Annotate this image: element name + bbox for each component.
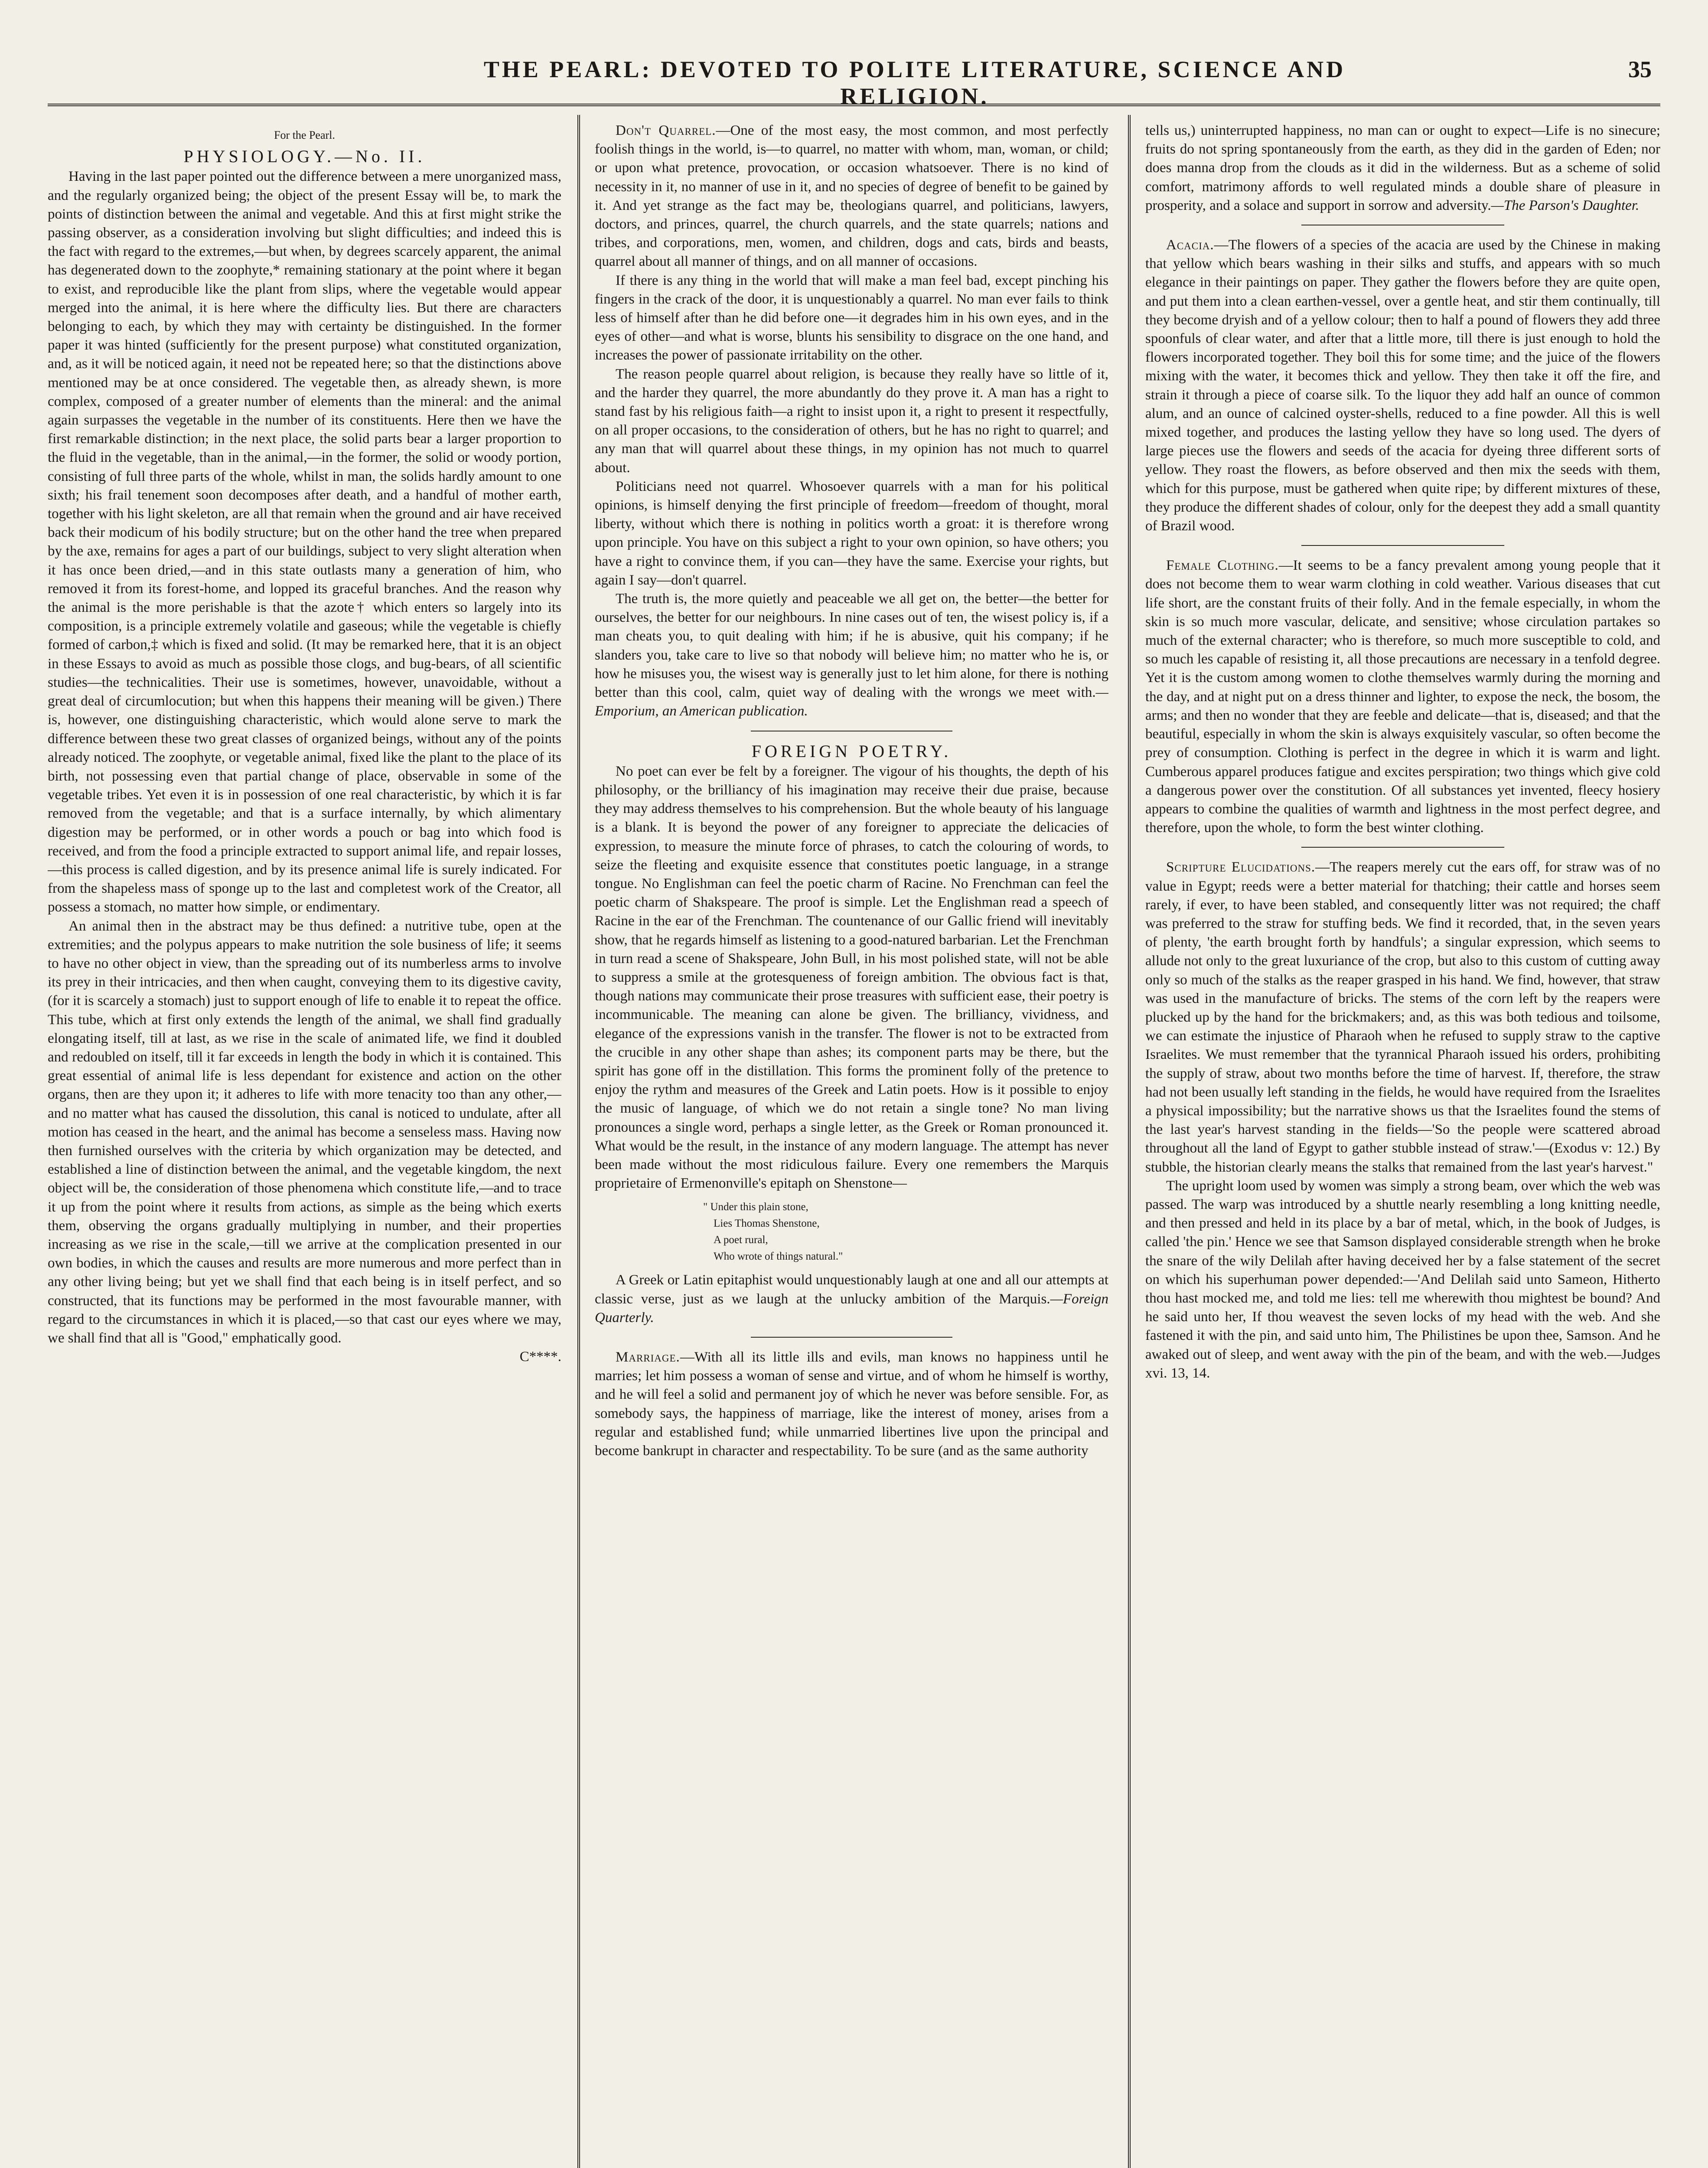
section-divider [1301, 847, 1504, 848]
newspaper-page [48, 41, 1660, 2168]
marriage-paragraph [595, 1348, 1108, 1460]
marriage-cont-text: tells us,) uninterrupted happiness, no man can or ought to expect—Life is no sinecure; fruits do not spring spontaneously from the earth, as they did in the garden of Eden; nor does manna drop from the clouds as it did in the wilderness. But as a scheme of solid comfort, matrimony affords to well regulated minds a double share of pleasure in prosperity, and a solace and support in sorrow and adversity. [1145, 123, 1660, 213]
scripture-paragraph-2: The upright loom used by women was simply a strong beam, over which the web was passed. The warp was introduced by a shuttle nearly resembling a long knitting needle, and then pressed and held in its place by a bar of metal, which, in the book of Judges, is called 'the pin.' Hence we see that Samson displayed considerable strength when he broke the snare of the wily Delilah after having deceived her by a false statement of the secret on which his superhuman power depended:—'And Delilah said unto Sameon, Hitherto thou hast mocked me, and told me lies: tell me wherewith thou mightest be bound? And he said unto her, If thou weavest the seven locks of my head with the web. And she fastened it with the pin, and said unto him, The Philistines be upon thee, Samson. And he awaked out of sleep, and went away with the pin of the beam, and with the web.—Judges xvi. 13, 14. [1145, 1178, 1660, 1381]
for-the-pearl-note: For the Pearl. [274, 129, 335, 141]
poem-line: Lies Thomas Shenstone, [714, 1218, 820, 1230]
quarrel-paragraph-4: Politicians need not quarrel. Whosoever quarrels with a man for his political opinions, is himself denying the first principle of freedom—freedom of thought, moral liberty, without which there is nothing in politics worth a groat: it is therefore wrong upon principle. You have on this subject a right to your own opinion, so have others; you have a right to convince them, if you can—they have the same. Exercise your rights, but again I say—don't quarrel. [595, 478, 1108, 588]
physiology-heading: PHYSIOLOGY.—No. II. [183, 147, 426, 167]
marriage-text: —With all its little ills and evils, man knows no happiness until he marries; let him possess a woman of sense and virtue, and of whom he himself is worthy, and he will feel a solid and permanent joy of which he never was before sensible. For, as somebody says, the happiness of marriage, like the interest of money, arises from a regular and established fund; while unmarried libertines live upon the principal and become bankrupt in character and respectability. To be sure (and as the same authority [595, 1349, 1108, 1459]
physiology-paragraph-2: An animal then in the abstract may be thus defined: a nutritive tube, open at the extremities; and the polypus appears to make nutrition the sole business of life; it seems to have no other object in view, than the spreading out of its numberless arms to involve its prey in their intricacies, and then when caught, conveying them to its digestive cavity, (for it is scarcely a stomach) just to support enough of life to enable it to repeat the office. This tube, which at first only extends the length of the animal, we shall find gradually elongating itself, till at last, as we rise in the scale of animated life, we find it doubled and redoubled on itself, till it far exceeds in length the body in which it is contained. This great essential of animal life is less dependant for existence and action on the other organs, then are they upon it; it adheres to life with more tenacity too than any other,—and no matter what has caused the dissolution, this canal is noticed to undulate, after all motion has ceased in the heart, and the animal has become a senseless mass. Having now then furnished ourselves with the criteria by which organization may be detected, and established a line of distinction between the animal, and the vegetable kingdom, the next object will be, the consideration of those phenomena which constitute life,—and to trace it up from the point where it results from actions, as simple as the being which exerts them, observing the organs gradually multiplying in number, and their properties increasing as we rise in the scale,—till we arrive at the complication presented in our own bodies, in which the causes and results are more numerous and more perfect than in any other living being; but yet we shall find that each being is in itself perfect, and so constructed, that its functions may be performed in the most favourable manner, with regard to the circumstances in which it is placed,—so that cast our eyes where we may, we shall find that all is "Good," emphatically good. [48, 918, 561, 1346]
poem-line: " Under this plain stone, [703, 1201, 808, 1213]
quarrel-paragraph-5 [595, 590, 1108, 721]
quarrel-paragraph-1 [595, 121, 1108, 271]
poem-line: Who wrote of things natural." [714, 1251, 843, 1263]
marriage-continued [1145, 121, 1660, 215]
acacia-paragraph [1145, 236, 1660, 535]
page-number: 35 [1628, 56, 1652, 82]
column-rule-left [577, 115, 580, 2168]
scripture-text-1: —The reapers merely cut the ears off, for straw was of no value in Egypt; reeds were a better material for thatching; their cattle and horses seem rarely, if ever, to have been stabled, and consequently litter was not required; the chaff was preferred to the straw for stuffing beds. We find it recorded, that, in the seven years of plenty, 'the earth brought forth by handfuls'; a singular expression, which seems to allude not only to the great luxuriance of the crop, but also to this custom of cutting away only so much of the stalks as the reaper grasped in his hand. We find, however, that straw was used in the manufacture of bricks. The stems of the corn left by the reapers were plucked up by the hand for the brickmakers; and, as this was both tedious and toilsome, we can estimate the injustice of Pharaoh when he refused to supply straw to the captive Israelites. We must remember that the tyrannical Pharaoh issued his orders, prohibiting the supply of straw, about two months before the time of harvest. If, therefore, the straw had not been usually left standing in the fields, he would have required from the Israelites a physical impossibility; but the narrative shows us that the Israelites found the stems of the last year's harvest standing in the fields—'So the people were scattered abroad throughout all the land of Egypt to gather stubble instead of straw.'—(Exodus v: 12.) By stubble, the historian clearly means the stalks that remained from the last year's harvest." [1145, 859, 1660, 1175]
scripture-lead: Scripture Elucidations. [1166, 859, 1316, 875]
poem-line: A poet rural, [714, 1234, 768, 1246]
section-divider [1301, 545, 1504, 546]
column-physiology [48, 121, 561, 2168]
running-title: THE PEARL: DEVOTED TO POLITE LITERATURE, SCIENCE AND RELIGION. [483, 56, 1346, 109]
scripture-paragraph-1 [1145, 858, 1660, 1176]
running-head [48, 41, 1660, 109]
female-clothing-text: —It seems to be a fancy prevalent among young people that it does not become them to wear warm clothing in cold weather. Various diseases that cut life short, are the constant fruits of their folly. And in the female especially, in whom the skin is so much more vascular, delicate, and sensitive; whose circulation partakes so much of the external character; who is therefore, so much more susceptible to cold, and so much les capable of resisting it, all those precautions are necessary in a tenfold degree. Yet it is the custom among women to clothe themselves warmly during the morning and the day, and at night put on a dress thinner and lighter, to expose the neck, the bosom, the arms; and then no wonder that they are feeble and delicate—that is, diseased; and that the beautiful, especially in whom the skin is always exquisitely vascular, so often become the prey of consumption. Clothing is perfect in the degree in which it is warm and light. Cumberous apparel produces fatigue and excites perspiration; two things which give cold a dangerous power over the constitution. Of all substances yet invented, fleecy hosiery appears to combine the qualities of warmth and lightness in the most perfect degree, and therefore, upon the whole, to form the best winter clothing. [1145, 558, 1660, 836]
marriage-source: —The Parson's Daughter. [1491, 197, 1640, 213]
female-clothing-paragraph [1145, 556, 1660, 837]
column-rule-right [1128, 115, 1131, 2168]
acacia-lead: Acacia. [1166, 237, 1214, 253]
shenstone-epitaph [703, 1199, 1108, 1265]
physiology-signoff: C****. [519, 1349, 561, 1365]
acacia-text: —The flowers of a species of the acacia are used by the Chinese in making that yellow which bears washing in their silks and stuffs, and appears with so much elegance in their paintings on paper. They gather the flowers before they are quite open, and put them into a clean earthen-vessel, over a gentle heat, and stir them continually, till they become dryish and of a yellow colour; then to half a pound of flowers they add three spoonfuls of clear water, and after that a little more, till there is just enough to hold the flowers incorporated together. They boil this for some time; and the juice of the flowers mixing with the water, it becomes thick and yellow. They then take it off the fire, and strain it through a piece of coarse silk. To the liquor they add half an ounce of common alum, and an ounce of calcined oyster-shells, reduced to a fine powder. All this is well mixed together, and produces the lasting yellow they have so long used. The dyers of large pieces use the flowers and seeds of the acacia for dyeing three different sorts of yellow. They roast the flowers, as before observed and then mix the seeds with them, which for this purpose, must be gathered when quite ripe; by different mixtures of these, they produce the different shades of colour, only for the deepest they add a small quantity of Brazil wood. [1145, 237, 1660, 534]
foreign-poetry-heading: FOREIGN POETRY. [751, 741, 952, 761]
poetry-paragraph-2 [595, 1271, 1108, 1327]
quarrel-paragraph-2: If there is any thing in the world that will make a man feel bad, except pinching his fingers in the crack of the door, it is unquestionably a quarrel. No man ever fails to think less of himself after than he did before one—it degrades him in his own eyes, and in the eyes of other—and what is worse, blunts his sensibility to disgrace on the one hand, and increases the power of passionate irritability on the other. [595, 272, 1108, 363]
female-clothing-lead: Female Clothing. [1166, 558, 1279, 574]
poetry-text-2: A Greek or Latin epitaphist would unquestionably laugh at one and all our attempts at classic verse, just as we laugh at the unlucky ambition of the Marquis. [595, 1272, 1108, 1307]
column-middle [595, 121, 1108, 2168]
quarrel-lead: Don't Quarrel. [616, 123, 716, 138]
poetry-paragraph-1: No poet can ever be felt by a foreigner. The vigour of his thoughts, the depth of his philosophy, or the brilliancy of his imagination may receive their due praise, because they may address themselves to his comprehension. But the whole beauty of his language is a blank. It is beyond the power of any foreigner to appreciate the delicacies of expression, to measure the minute force of phrases, to catch the colouring of words, to seize the fleeting and exquisite essence that constitutes poetic language, in a strange tongue. No Englishman can feel the poetic charm of Racine. No Frenchman can feel the poetic charm of Shakspeare. The proof is simple. Let the Englishman read a speech of Racine in the ear of the Frenchman. The countenance of our Gallic friend will inevitably show, that he regards himself as listening to a good-natured barbarian. Let the Frenchman in turn read a scene of Shakspeare, John Bull, in his most polished state, will not be able to suppress a smile at the grotesqueness of foreign ambition. The obvious fact is that, though nations may communicate their prose treasures with sufficient ease, their poetry is incommunicable. The meaning can alone be given. The brilliancy, vividness, and elegance of the expressions vanish in the transfer. The flower is not to be extracted from the crucible in any other shape than ashes; its component parts may be there, but the spirit has gone off in the distillation. This forms the prominent folly of the pretence to enjoy the rythm and measures of the Greek and Latin poets. How is it possible to enjoy the music of language, of which we do not retain a single tone? No man living pronounces a single word, perhaps a single letter, as the Greek or Roman pronounced it. What would be the result, in the instance of any modern language. The attempt has never been made without the most ridiculous failure. Every one remembers the Marquis proprietaire of Ermenonville's epitaph on Shenstone— [595, 763, 1108, 1192]
column-right [1145, 121, 1660, 2168]
marriage-lead: Marriage. [616, 1349, 680, 1365]
physiology-paragraph-1: Having in the last paper pointed out the difference between a mere unorganized mass, and the regularly organized being; the object of the present Essay will be, to mark the points of distinction between the animal and vegetable. And this at first might strike the passing observer, as a consideration involving but slight difficulties; and indeed this is the fact with regard to the extremes,—but when, by degrees scarcely apparent, the animal has degenerated down to the zoophyte,* remaining stationary at the point where it began to exist, and reproducible like the plant from slips, where the vegetable would appear merged into the animal, it is here where the difficulty lies. But there are characters belonging to each, by which they may with certainty be distinguished. In the former paper it was hinted (sufficiently for the present purpose) what constituted organization, and, as it will be noticed again, it need not be repeated here; so that the distinctions above mentioned may be at once considered. The vegetable then, as already shewn, is more complex, composed of a greater number of elements than the mineral: and the animal again surpasses the vegetable in the number of its constituents. Here then we have the first remarkable distinction; in the next place, the solid parts bear a larger proportion to the fluid in the vegetable, than in the animal,—in the former, the solid or woody portion, consisting of full three parts of the whole, whilst in man, the solids hardly amount to one sixth; his frail tenement soon decomposes after death, and a handful of mother earth, together with his light skeleton, are all that remain when the ground and air have received back their modicum of his bodily structure; but on the other hand the tree when prepared by the axe, remains for ages a part of our buildings, subject to very slight alteration when it has once been dried,—and in this state outlasts many a generation of him, who removed it from its forest-home, and lopped its graceful branches. And the reason why the animal is the more perishable is that the azote† which enters so largely into its composition, is a principle extremely volatile and gaseous; while the vegetable is chiefly formed of carbon,‡ which is fixed and solid. (It may be remarked here, that it is an object in these Essays to avoid as much as possible those clogs, and bug-bears, of all scientific studies—the technicalities. Their use is sometimes, however, unavoidable, without a great deal of circumlocution; but when this happens their meaning will be given.) There is, however, one distinguishing characteristic, which would alone serve to mark the difference between these two great classes of organized beings, without any of the points already noticed. The zoophyte, or vegetable animal, fixed like the plant to the place of its birth, not possessing even that partial change of place, observable in some of the vegetable tribes. Yet even it is in possession of one real characteristic, by which it is far removed from the vegetable; and that is a surface internally, by which alimentary digestion may be performed, or in other words a pouch or bag into which food is received, and from the food a principle extracted to support animal life, and repair losses,—this process is called digestion, and by its presence animal life is surely indicated. For from the shapeless mass of sponge up to the last and completest work of the Creator, all possess a stomach, no matter how simple, or endimentary. [48, 169, 561, 915]
quarrel-text-5: The truth is, the more quietly and peaceable we all get on, the better—the better for ourselves, the better for our neighbours. In nine cases out of ten, the wisest policy is, if a man cheats you, to quit dealing with him; if he is abusive, quit his company; if he slanders you, take care to live so that nobody will believe him; no matter who he is, or how he misuses you, the wisest way is generally just to let him alone, for there is nothing better than this cool, calm, quiet way of dealing with the wrongs we meet with. [595, 591, 1108, 701]
quarrel-text-1: —One of the most easy, the most common, and most perfectly foolish things in the world, is—to quarrel, no matter with whom, man, woman, or child; or upon what pretence, provocation, or occasion whatsoever. There is no kind of necessity in it, no manner of use in it, and no species of degree of benefit to be gained by it. And yet strange as the fact may be, theologians quarrel, and politicians, lawyers, doctors, and princes, quarrel, the church quarrels, and the state quarrels; nations and tribes, and corporations, men, women, and children, dogs and cats, birds and beasts, quarrel about all manner of things, and on all manner of occasions. [595, 123, 1108, 270]
quarrel-paragraph-3: The reason people quarrel about religion, is because they really have so little of it, and the harder they quarrel, the more abundantly do they prove it. A man has a right to stand fast by his religious faith—a right to insist upon it, a right to present it respectfully, on all proper occasions, to the consideration of others, but he has no right to quarrel; and any man that will quarrel about these things, in my opinion has not much to quarrel about. [595, 366, 1108, 476]
section-divider [751, 1337, 952, 1338]
quarrel-source: —Emporium, an American publication. [595, 685, 1108, 719]
poetry-source: —Foreign Quarterly. [595, 1291, 1108, 1326]
